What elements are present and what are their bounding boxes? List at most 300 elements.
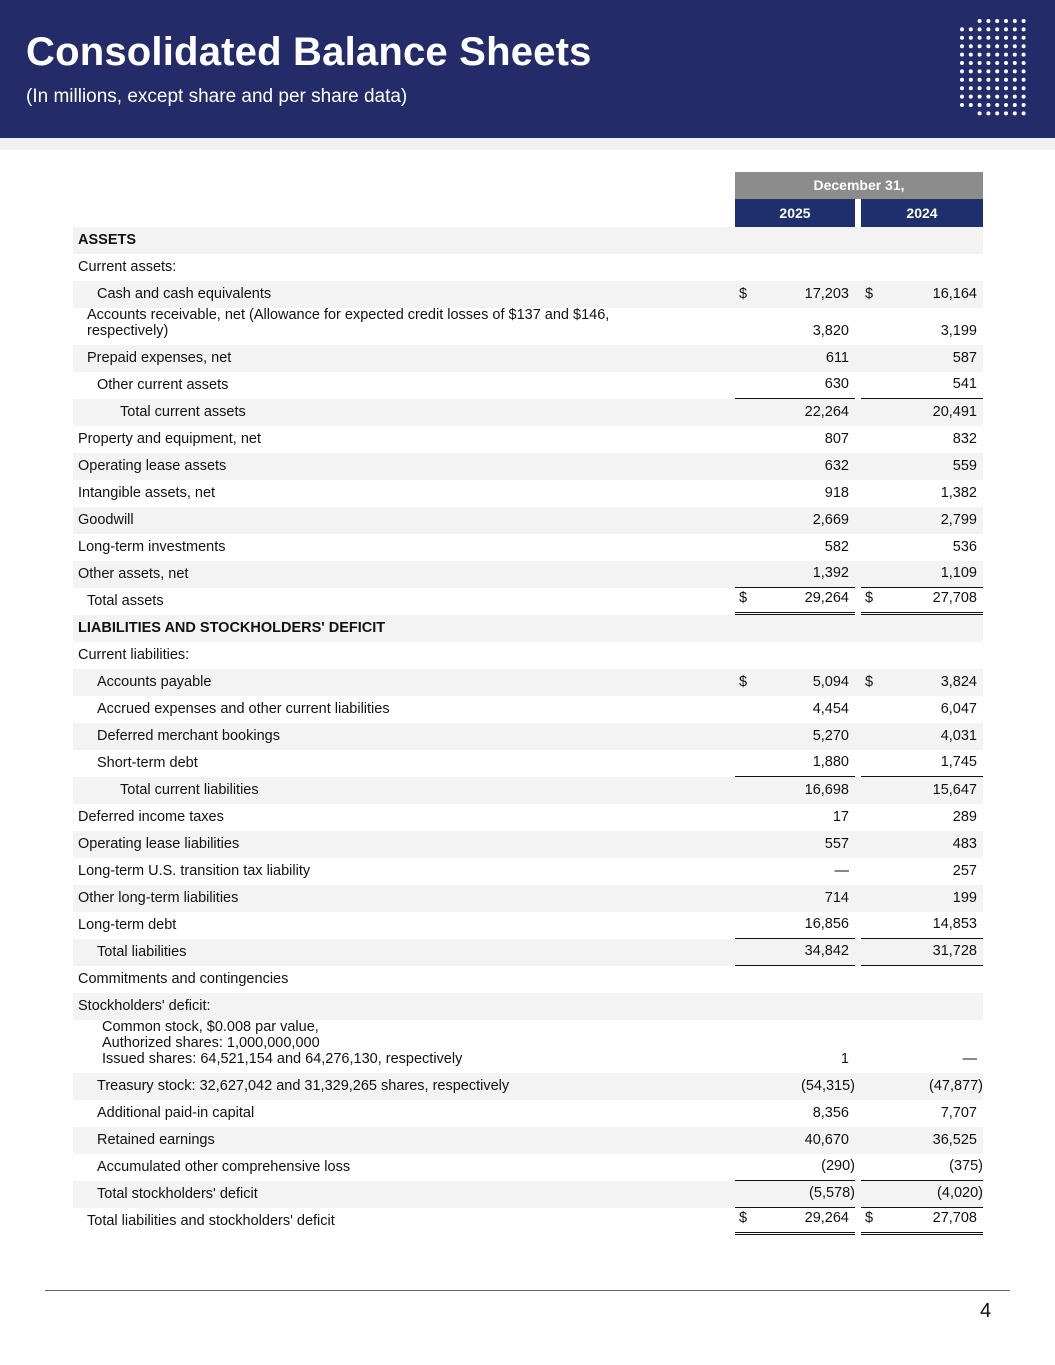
value-cell-2025 — [735, 1127, 855, 1154]
value-cell-2024 — [861, 227, 983, 254]
value-cell-2025 — [735, 723, 855, 750]
footer-divider — [45, 1290, 1010, 1291]
row-label: Stockholders' deficit: — [78, 998, 211, 1014]
dot — [1013, 111, 1017, 115]
cell-value: 2,799 — [940, 512, 977, 528]
dot — [986, 86, 990, 90]
dot — [1022, 78, 1026, 82]
value-cell-2024 — [861, 1100, 983, 1127]
row-label: ASSETS — [78, 232, 137, 248]
row-label: Retained earnings — [97, 1132, 215, 1148]
dot — [986, 19, 990, 23]
dot — [978, 103, 982, 107]
cell-value: 15,647 — [932, 782, 977, 798]
row-label: Treasury stock: 32,627,042 and 31,329,265 shares, respectively — [97, 1078, 510, 1094]
value-cell-2024 — [861, 939, 983, 966]
cell-value: (5,578) — [809, 1185, 855, 1201]
cell-value: — — [962, 1051, 977, 1067]
dot — [978, 36, 982, 40]
dot — [986, 111, 990, 115]
cell-value: (4,020) — [937, 1185, 983, 1201]
currency-symbol: $ — [865, 286, 874, 302]
dot — [1013, 19, 1017, 23]
dot — [1013, 36, 1017, 40]
row-label: Prepaid expenses, net — [87, 350, 232, 366]
row-label: Accumulated other comprehensive loss — [97, 1159, 351, 1175]
value-cell-2024 — [861, 831, 983, 858]
table-row — [73, 615, 983, 642]
dot — [1022, 103, 1026, 107]
table-row — [73, 885, 983, 912]
cell-value: 541 — [952, 376, 977, 392]
value-cell-2025 — [735, 831, 855, 858]
value-cell-2024 — [861, 723, 983, 750]
dot — [969, 61, 973, 65]
cell-value: 14,853 — [932, 916, 977, 932]
dot — [1022, 44, 1026, 48]
row-label: LIABILITIES AND STOCKHOLDERS' DEFICIT — [78, 620, 386, 636]
table-row — [73, 993, 983, 1020]
row-label: Deferred income taxes — [78, 809, 224, 825]
dot — [1022, 61, 1026, 65]
dot — [1004, 78, 1008, 82]
value-cell-2025 — [735, 1100, 855, 1127]
cell-value: 4,454 — [812, 701, 849, 717]
dot — [1022, 86, 1026, 90]
value-cell-2024 — [861, 615, 983, 642]
value-cell-2025 — [735, 426, 855, 453]
dot — [1004, 95, 1008, 99]
dot — [1013, 53, 1017, 57]
value-cell-2024 — [861, 669, 983, 696]
dot — [995, 95, 999, 99]
value-cell-2025 — [735, 804, 855, 831]
cell-value: 6,047 — [940, 701, 977, 717]
value-cell-2025 — [735, 966, 855, 993]
value-cell-2025 — [735, 345, 855, 372]
table-row — [73, 966, 983, 993]
dot — [995, 78, 999, 82]
cell-value: 40,670 — [804, 1132, 849, 1148]
value-cell-2025 — [735, 1046, 855, 1073]
table-row — [73, 1100, 983, 1127]
dot — [978, 44, 982, 48]
dot — [1004, 53, 1008, 57]
dot — [978, 27, 982, 31]
row-label: Total current liabilities — [120, 782, 259, 798]
dot — [1022, 69, 1026, 73]
row-label: Commitments and contingencies — [78, 971, 289, 987]
dot — [978, 95, 982, 99]
value-cell-2024 — [861, 1181, 983, 1208]
table-row — [73, 345, 983, 372]
table-row — [73, 642, 983, 669]
currency-symbol: $ — [865, 590, 874, 606]
dot — [995, 19, 999, 23]
cell-value: 31,728 — [932, 943, 977, 959]
dot — [978, 111, 982, 115]
dot — [969, 103, 973, 107]
cell-value: 36,525 — [932, 1132, 977, 1148]
value-cell-2024 — [861, 885, 983, 912]
dot — [1022, 36, 1026, 40]
cell-value: 5,094 — [812, 674, 849, 690]
balance-sheet-table — [73, 172, 983, 1235]
value-cell-2025 — [735, 696, 855, 723]
table-row — [73, 308, 983, 345]
cell-value: 832 — [952, 431, 977, 447]
cell-value: (290) — [821, 1158, 855, 1174]
cell-value: (47,877) — [928, 1078, 983, 1094]
cell-value: 17 — [832, 809, 849, 825]
dot — [986, 61, 990, 65]
value-cell-2025 — [735, 453, 855, 480]
cell-value: 16,698 — [804, 782, 849, 798]
dot — [969, 44, 973, 48]
table-row — [73, 1208, 983, 1235]
dot — [1022, 95, 1026, 99]
value-cell-2025 — [735, 750, 855, 777]
table-row — [73, 1073, 983, 1100]
dot — [986, 95, 990, 99]
table-row — [73, 372, 983, 399]
cell-value: 587 — [952, 350, 977, 366]
row-label: Total stockholders' deficit — [97, 1186, 258, 1202]
value-cell-2025 — [735, 615, 855, 642]
value-cell-2024 — [861, 254, 983, 281]
value-cell-2025 — [735, 858, 855, 885]
value-cell-2024 — [861, 345, 983, 372]
value-cell-2025 — [735, 372, 855, 399]
table-row — [73, 1020, 983, 1073]
dot — [1004, 111, 1008, 115]
dot — [995, 86, 999, 90]
cell-value: 1,109 — [940, 565, 977, 581]
dot — [986, 69, 990, 73]
dot — [960, 53, 964, 57]
dot — [969, 78, 973, 82]
dot — [969, 95, 973, 99]
row-label: Total current assets — [120, 404, 246, 420]
period-heading: December 31, — [735, 172, 983, 199]
dot — [986, 44, 990, 48]
dot — [1022, 19, 1026, 23]
dot — [1004, 44, 1008, 48]
dot — [960, 27, 964, 31]
value-cell-2024 — [861, 372, 983, 399]
cell-value: 611 — [825, 350, 849, 366]
value-cell-2024 — [861, 534, 983, 561]
dot — [995, 61, 999, 65]
table-row — [73, 453, 983, 480]
value-cell-2025 — [735, 1073, 855, 1100]
dot — [960, 44, 964, 48]
dot — [995, 36, 999, 40]
cell-value: 3,199 — [940, 323, 977, 339]
year-header-2024: 2024 — [861, 199, 983, 227]
dot — [995, 103, 999, 107]
value-cell-2024 — [861, 1073, 983, 1100]
value-cell-2024 — [861, 642, 983, 669]
currency-symbol: $ — [739, 590, 748, 606]
table-row — [73, 507, 983, 534]
dot — [986, 103, 990, 107]
dot — [1013, 86, 1017, 90]
value-cell-2025 — [735, 318, 855, 345]
cell-value: 632 — [824, 458, 849, 474]
cell-value: 807 — [824, 431, 849, 447]
table-row — [73, 750, 983, 777]
cell-value: 1,382 — [940, 485, 977, 501]
value-cell-2025 — [735, 534, 855, 561]
value-cell-2025 — [735, 912, 855, 939]
header-banner — [0, 0, 1055, 138]
row-label: Common stock, $0.008 par value, Authorized shares: 1,000,000,000 Issued shares: 64,521,154 and 64,276,130, respectively — [102, 1019, 463, 1067]
value-cell-2024 — [861, 804, 983, 831]
value-cell-2024 — [861, 318, 983, 345]
dot — [978, 61, 982, 65]
dot — [1004, 27, 1008, 31]
dot — [986, 27, 990, 31]
dot — [1013, 27, 1017, 31]
dot — [978, 86, 982, 90]
dot — [960, 36, 964, 40]
dot — [1013, 78, 1017, 82]
table-row — [73, 1127, 983, 1154]
dot — [969, 86, 973, 90]
cell-value: 1 — [840, 1051, 849, 1067]
row-label: Current assets: — [78, 259, 177, 275]
value-cell-2024 — [861, 561, 983, 588]
row-label: Accounts receivable, net (Allowance for expected credit losses of $137 and $146, respectively) — [87, 307, 610, 339]
row-label: Accounts payable — [97, 674, 212, 690]
row-label: Accrued expenses and other current liabilities — [97, 701, 390, 717]
value-cell-2025 — [735, 993, 855, 1020]
dot-grid-icon — [958, 18, 1030, 116]
dot — [986, 36, 990, 40]
dot — [986, 53, 990, 57]
cell-value: 16,164 — [932, 286, 977, 302]
cell-value: 5,270 — [812, 728, 849, 744]
cell-value: 27,708 — [932, 1210, 977, 1226]
cell-value: 4,031 — [940, 728, 977, 744]
row-label: Total assets — [87, 593, 164, 609]
table-row — [73, 227, 983, 254]
table-row — [73, 281, 983, 308]
dot — [969, 36, 973, 40]
value-cell-2025 — [735, 1181, 855, 1208]
dot — [978, 19, 982, 23]
dot — [986, 78, 990, 82]
cell-value: 714 — [824, 890, 849, 906]
value-cell-2024 — [861, 858, 983, 885]
cell-value: 559 — [952, 458, 977, 474]
row-label: Total liabilities — [97, 944, 187, 960]
page-title: Consolidated Balance Sheets — [26, 30, 592, 74]
row-label: Short-term debt — [97, 755, 198, 771]
cell-value: 3,820 — [812, 323, 849, 339]
cell-value: 29,264 — [804, 590, 849, 606]
dot — [1004, 61, 1008, 65]
dot — [969, 69, 973, 73]
table-row — [73, 804, 983, 831]
row-label: Total liabilities and stockholders' deficit — [87, 1213, 335, 1229]
cell-value: 483 — [952, 836, 977, 852]
value-cell-2025 — [735, 561, 855, 588]
dot — [1013, 69, 1017, 73]
value-cell-2024 — [861, 696, 983, 723]
cell-value: 22,264 — [804, 404, 849, 420]
cell-value: 630 — [824, 376, 849, 392]
value-cell-2025 — [735, 480, 855, 507]
value-cell-2025 — [735, 669, 855, 696]
value-cell-2024 — [861, 750, 983, 777]
dot — [960, 95, 964, 99]
row-label: Long-term investments — [78, 539, 226, 555]
row-label: Additional paid-in capital — [97, 1105, 255, 1121]
dot — [960, 78, 964, 82]
dot — [995, 53, 999, 57]
cell-value: 29,264 — [804, 1210, 849, 1226]
table-row — [73, 831, 983, 858]
value-cell-2024 — [861, 1127, 983, 1154]
dot — [1004, 19, 1008, 23]
dot — [960, 69, 964, 73]
currency-symbol: $ — [865, 1210, 874, 1226]
value-cell-2024 — [861, 426, 983, 453]
dot — [978, 69, 982, 73]
table-row — [73, 1181, 983, 1208]
dot — [1013, 95, 1017, 99]
value-cell-2025 — [735, 1208, 855, 1235]
cell-value: 1,745 — [940, 754, 977, 770]
value-cell-2025 — [735, 885, 855, 912]
currency-symbol: $ — [739, 674, 748, 690]
dot — [995, 27, 999, 31]
table-row — [73, 912, 983, 939]
cell-value: 257 — [952, 863, 977, 879]
dot — [960, 103, 964, 107]
page-subtitle: (In millions, except share and per share data) — [26, 86, 408, 107]
row-label: Other current assets — [97, 377, 229, 393]
header-strip — [0, 138, 1055, 150]
value-cell-2025 — [735, 588, 855, 615]
cell-value: 557 — [824, 836, 849, 852]
cell-value: 582 — [824, 539, 849, 555]
value-cell-2025 — [735, 939, 855, 966]
row-label: Intangible assets, net — [78, 485, 216, 501]
dot — [1013, 61, 1017, 65]
cell-value: 918 — [824, 485, 849, 501]
table-row — [73, 399, 983, 426]
table-row — [73, 588, 983, 615]
table-row — [73, 723, 983, 750]
row-label: Operating lease liabilities — [78, 836, 240, 852]
cell-value: 199 — [952, 890, 977, 906]
value-cell-2025 — [735, 281, 855, 308]
table-row — [73, 1154, 983, 1181]
value-cell-2024 — [861, 588, 983, 615]
dot — [1004, 36, 1008, 40]
value-cell-2024 — [861, 1046, 983, 1073]
cell-value: 20,491 — [932, 404, 977, 420]
dot — [969, 53, 973, 57]
dot — [978, 53, 982, 57]
value-cell-2025 — [735, 254, 855, 281]
value-cell-2024 — [861, 993, 983, 1020]
table-row — [73, 696, 983, 723]
value-cell-2024 — [861, 453, 983, 480]
value-cell-2024 — [861, 480, 983, 507]
value-cell-2024 — [861, 912, 983, 939]
row-label: Current liabilities: — [78, 647, 190, 663]
dot — [995, 44, 999, 48]
row-label: Deferred merchant bookings — [97, 728, 280, 744]
dot — [1013, 103, 1017, 107]
year-header-2025: 2025 — [735, 199, 855, 227]
page-number: 4 — [980, 1300, 992, 1322]
cell-value: 1,392 — [812, 565, 849, 581]
value-cell-2024 — [861, 966, 983, 993]
dot — [960, 86, 964, 90]
dot — [995, 111, 999, 115]
table-row — [73, 858, 983, 885]
cell-value: (54,315) — [800, 1078, 855, 1094]
row-label: Long-term U.S. transition tax liability — [78, 863, 311, 879]
row-label: Other assets, net — [78, 566, 189, 582]
value-cell-2025 — [735, 777, 855, 804]
value-cell-2025 — [735, 1154, 855, 1181]
cell-value: (375) — [949, 1158, 983, 1174]
dot — [1022, 27, 1026, 31]
cell-value: 27,708 — [932, 590, 977, 606]
cell-value: 16,856 — [804, 916, 849, 932]
dot — [1022, 111, 1026, 115]
value-cell-2024 — [861, 281, 983, 308]
dot — [960, 61, 964, 65]
row-label: Other long-term liabilities — [78, 890, 239, 906]
cell-value: 536 — [952, 539, 977, 555]
dot — [978, 78, 982, 82]
value-cell-2024 — [861, 1154, 983, 1181]
currency-symbol: $ — [739, 286, 748, 302]
cell-value: 17,203 — [804, 286, 849, 302]
table-row — [73, 939, 983, 966]
cell-value: 1,880 — [812, 754, 849, 770]
row-label: Cash and cash equivalents — [97, 286, 272, 302]
currency-symbol: $ — [739, 1210, 748, 1226]
value-cell-2025 — [735, 399, 855, 426]
cell-value: 34,842 — [804, 943, 849, 959]
dot — [1004, 103, 1008, 107]
table-row — [73, 480, 983, 507]
value-cell-2024 — [861, 1208, 983, 1235]
value-cell-2024 — [861, 399, 983, 426]
dot — [995, 69, 999, 73]
currency-symbol: $ — [865, 674, 874, 690]
dot — [1004, 86, 1008, 90]
value-cell-2025 — [735, 227, 855, 254]
dot — [1022, 53, 1026, 57]
table-row — [73, 426, 983, 453]
table-row — [73, 254, 983, 281]
cell-value: 2,669 — [812, 512, 849, 528]
row-label: Property and equipment, net — [78, 431, 261, 447]
table-row — [73, 561, 983, 588]
row-label: Long-term debt — [78, 917, 177, 933]
row-label: Operating lease assets — [78, 458, 227, 474]
cell-value: 8,356 — [812, 1105, 849, 1121]
